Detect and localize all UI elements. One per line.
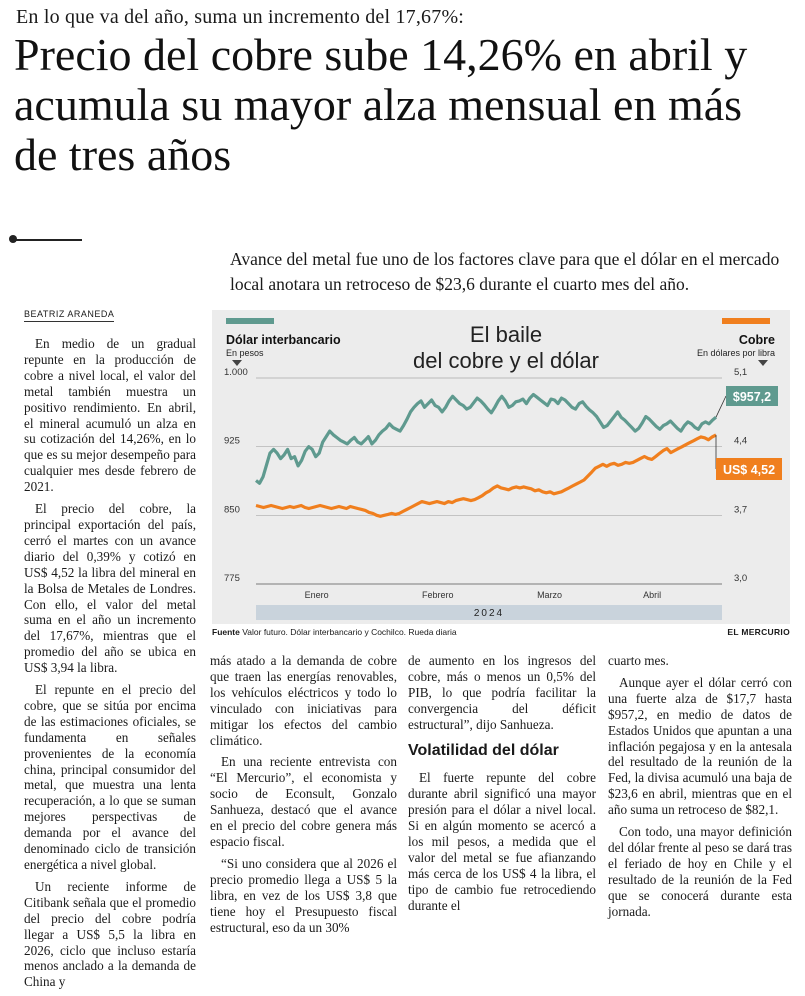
paragraph: Un reciente informe de Citibank señala que el promedio del precio del cobre podría llegar a US$ 5,5 la libra en 2026, ciclo que incluso estaría menos anclado a la demanda de China y [24, 878, 196, 990]
left-tick-label: 1.000 [224, 367, 248, 378]
copper-end-value: US$ 4,52 [722, 463, 776, 477]
publisher-label: EL MERCURIO [727, 627, 790, 637]
month-label: Abril [643, 590, 662, 600]
dollar-legend-swatch [226, 318, 274, 324]
chart-svg [212, 310, 790, 624]
left-axis-marker-icon [232, 360, 242, 366]
right-tick-label: 5,1 [734, 367, 748, 378]
source-text: Valor futuro. Dólar interbancario y Cochilco. Rueda diaria [242, 627, 457, 637]
article-column-1 [24, 336, 196, 996]
copper-legend-swatch [722, 318, 770, 324]
paragraph: En una reciente entrevista con “El Mercurio”, el economista y socio de Econsult, Gonzalo Sanhueza, destacó que el avance en el precio del cobre genera más espacio fiscal. [210, 754, 397, 849]
paragraph: En medio de un gradual repunte en la producción de cobre a nivel local, el valor del metal también muestra un positivo rendimiento. En abril, el mineral acumuló un alza en su cotización del 14,26%, en lo que es su mejor desempeño para cualquier mes desde febrero de 2021. [24, 336, 196, 495]
article-column-3 [408, 653, 596, 920]
paragraph: El precio del cobre, la principal exportación del país, cerró el martes con un avance diario del 0,39% y cotizó en US$ 4,52 la libra del mineral en la Bolsa de Metales de Londres. Con ello, el valor del metal suma en el año un incremento del 17,67%, mientras que el promedio del año se ubica en US$ 3,94 la libra. [24, 501, 196, 676]
month-axis-labels [305, 590, 662, 600]
dollar-end-value: $957,2 [732, 390, 772, 404]
article-column-2 [210, 653, 397, 941]
right-tick-label: 3,7 [734, 504, 748, 516]
copper-series-line [256, 435, 716, 516]
paragraph: de aumento en los ingresos del cobre, más o menos un 0,5% del PIB, lo que podría facilitar la convergencia del déficit estructural”, dijo Sanhueza. [408, 653, 596, 732]
left-tick-label: 850 [224, 504, 240, 516]
dollar-end-leader [716, 396, 726, 417]
copper-unit-label: En dólares por libra [696, 348, 775, 358]
kicker: En lo que va del año, suma un incremento del 17,67%: [16, 6, 465, 28]
right-tick-label: 3,0 [734, 573, 748, 584]
dollar-unit-label: En pesos [226, 348, 264, 358]
chart-source [212, 627, 790, 637]
chart-title-line-2: del cobre y el dólar [413, 348, 599, 373]
paragraph: El fuerte repunte del cobre durante abril significó una mayor presión para el dólar a nivel local. Si en algún momento se acercó a los mil pesos, a medida que el valor del metal se fue afianzando más cerca de los US$ 4 la libra, el tipo de cambio fue retrocediendo durante el [408, 770, 596, 913]
left-tick-label: 775 [224, 573, 240, 584]
paragraph: cuarto mes. [608, 653, 669, 668]
paragraph: El repunte en el precio del cobre, que se sitúa por encima de las estimaciones oficiales, se fundamenta en señales provenientes de la economía china, principal consumidor del metal, que muestra una lenta recuperación, a lo que se suman mejores perspectivas de demanda por el avance del denominado ciclo de transición energética a nivel global. [24, 682, 196, 872]
paragraph: Con todo, una mayor definición del dólar frente al peso se dará tras el feriado de hoy en Chile y el resultado de la reunión de la Fed que se conocerá durante esta jornada. [608, 824, 792, 919]
month-label: Marzo [537, 590, 563, 600]
chart-panel [212, 310, 790, 624]
section-heading: Volatilidad del dólar [408, 741, 559, 759]
left-axis-ticks [224, 367, 248, 584]
paragraph: más atado a la demanda de cobre que traen las energías renovables, los vehículos eléctricos y todo lo vinculado con iniciativas para mitigar los efectos del cambio climático. [210, 653, 397, 748]
right-tick-label: 4,4 [734, 435, 748, 447]
left-tick-label: 925 [224, 435, 240, 447]
separator-rule [14, 239, 82, 241]
chart-title-line-1: El baile [469, 322, 543, 347]
source-label: Fuente [212, 627, 240, 637]
right-axis-marker-icon [758, 360, 768, 366]
article-column-4 [608, 653, 792, 926]
paragraph: Aunque ayer el dólar cerró con una fuerte alza de $17,7 hasta $957,2, en medio de datos de Estados Unidos que apuntan a una inflación pegajosa y en la antesala del resultado de la reunión de la Fed, la divisa acumuló una baja de $23,6 en abril, mientras que en el año suma un retroceso de $82,1. [608, 674, 792, 818]
dollar-series-line [256, 395, 716, 484]
byline: BEATRIZ ARANEDA [24, 309, 114, 322]
year-label: 2024 [473, 608, 505, 619]
dollar-legend-label: Dólar interbancario [226, 333, 341, 347]
paragraph: “Si uno considera que al 2026 el precio promedio llega a US$ 5 la libra, en vez de los US$ 3,8 que tiene hoy el Presupuesto fiscal estructural, eso da un 30% [210, 855, 397, 935]
month-label: Febrero [421, 590, 454, 600]
subheadline: Avance del metal fue uno de los factores clave para que el dólar en el mercado local anotara un retroceso de $23,6 durante el cuarto mes del año. [230, 249, 780, 294]
month-label: Enero [304, 590, 329, 600]
copper-legend-label: Cobre [738, 333, 775, 347]
headline: Precio del cobre sube 14,26% en abril y acumula su mayor alza mensual en más de tres años [14, 29, 748, 180]
